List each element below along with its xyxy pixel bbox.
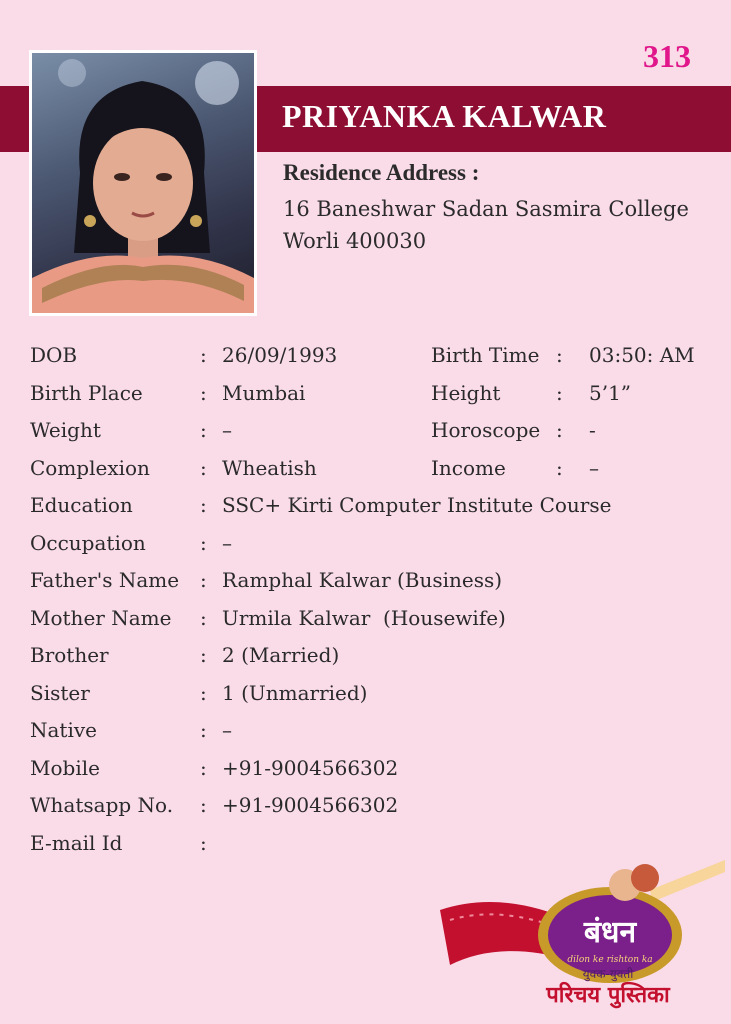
photo-image bbox=[32, 53, 254, 313]
detail-label-secondary: Birth Time bbox=[431, 343, 540, 367]
separator: : bbox=[200, 680, 207, 705]
bandhan-logo bbox=[440, 850, 730, 1020]
separator: : bbox=[200, 530, 207, 555]
detail-value: – bbox=[222, 530, 232, 555]
residence-address-value: 16 Baneshwar Sadan Sasmira College Worli 400030 bbox=[283, 197, 689, 253]
detail-value: 26/09/1993 bbox=[222, 343, 338, 367]
separator: : bbox=[200, 643, 207, 667]
detail-row bbox=[30, 712, 720, 750]
detail-label: Complexion bbox=[30, 455, 150, 480]
separator: : bbox=[200, 380, 207, 405]
detail-value-secondary: 03:50: AM bbox=[589, 343, 695, 367]
detail-label: Mother Name bbox=[30, 605, 172, 630]
detail-label: Native bbox=[30, 718, 97, 742]
bandhan-logo-graphic bbox=[440, 850, 730, 1020]
detail-row bbox=[30, 675, 720, 713]
detail-label: Birth Place bbox=[30, 380, 143, 405]
detail-value: – bbox=[222, 718, 232, 742]
detail-row bbox=[30, 412, 720, 450]
detail-value: Mumbai bbox=[222, 380, 306, 405]
separator: : bbox=[200, 418, 207, 442]
detail-label: Mobile bbox=[30, 755, 100, 780]
separator: : bbox=[556, 343, 563, 367]
logo-subtitle: परिचय पुस्तिका bbox=[546, 983, 670, 1008]
separator: : bbox=[556, 455, 563, 480]
separator: : bbox=[200, 605, 207, 630]
detail-value: SSC+ Kirti Computer Institute Course bbox=[222, 493, 612, 517]
logo-slogan: dilon ke rishton ka bbox=[567, 955, 653, 965]
portrait-illustration bbox=[32, 53, 254, 313]
detail-label: Whatsapp No. bbox=[30, 793, 174, 817]
profile-photo bbox=[29, 50, 257, 316]
separator: : bbox=[200, 493, 207, 517]
detail-row bbox=[30, 487, 720, 525]
detail-label: Brother bbox=[30, 643, 109, 667]
separator: : bbox=[200, 718, 207, 742]
logo-tagline: युवक-युवती bbox=[582, 967, 634, 981]
candidate-name: PRIYANKA KALWAR bbox=[282, 98, 607, 134]
separator: : bbox=[556, 380, 563, 405]
detail-value: +91-9004566302 bbox=[222, 755, 399, 780]
detail-value-secondary: 5’1” bbox=[589, 380, 632, 405]
detail-label: E-mail Id bbox=[30, 830, 123, 855]
profile-number: 313 bbox=[643, 38, 691, 74]
separator: : bbox=[200, 793, 207, 817]
detail-row bbox=[30, 750, 720, 788]
separator: : bbox=[200, 455, 207, 480]
detail-label: Occupation bbox=[30, 530, 146, 555]
detail-value: 2 (Married) bbox=[222, 643, 340, 667]
detail-row bbox=[30, 562, 720, 600]
separator: : bbox=[200, 755, 207, 780]
separator: : bbox=[200, 830, 207, 855]
detail-row bbox=[30, 787, 720, 825]
detail-label: Weight bbox=[30, 418, 101, 442]
detail-row bbox=[30, 637, 720, 675]
detail-value: 1 (Unmarried) bbox=[222, 680, 368, 705]
residence-address-label: Residence Address : bbox=[283, 160, 480, 185]
detail-label-secondary: Height bbox=[431, 380, 501, 405]
detail-value: Urmila Kalwar (Housewife) bbox=[222, 605, 506, 630]
detail-value: +91-9004566302 bbox=[222, 793, 399, 817]
separator: : bbox=[200, 343, 207, 367]
detail-row bbox=[30, 600, 720, 638]
detail-value: Ramphal Kalwar (Business) bbox=[222, 568, 503, 592]
detail-row bbox=[30, 525, 720, 563]
detail-value: Wheatish bbox=[222, 455, 317, 480]
detail-label-secondary: Horoscope bbox=[431, 418, 541, 442]
separator: : bbox=[556, 418, 563, 442]
logo-title: बंधन bbox=[583, 915, 637, 950]
detail-label-secondary: Income bbox=[431, 455, 506, 480]
detail-label: Education bbox=[30, 493, 133, 517]
detail-value: – bbox=[222, 418, 232, 442]
separator: : bbox=[200, 568, 207, 592]
detail-row bbox=[30, 450, 720, 488]
detail-value-secondary: - bbox=[589, 418, 596, 442]
detail-label: Father's Name bbox=[30, 568, 180, 592]
detail-row bbox=[30, 337, 720, 375]
detail-row bbox=[30, 375, 720, 413]
detail-label: Sister bbox=[30, 680, 90, 705]
detail-value-secondary: – bbox=[589, 455, 599, 480]
detail-label: DOB bbox=[30, 343, 78, 367]
details-list bbox=[30, 337, 720, 862]
